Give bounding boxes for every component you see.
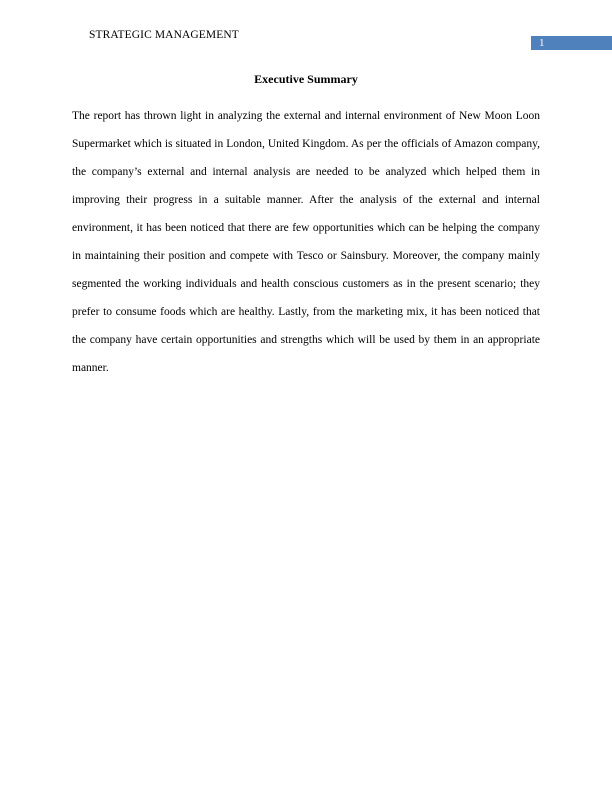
executive-summary-paragraph: The report has thrown light in analyzing the external and internal environment of New Moon Loon Supermarket which is situated in London, United Kingdom. As per the officials of Amazon company, the company’s external and internal analysis are needed to be analyzed which helped them in improving their progress in a suitable manner. After the analysis of the external and internal environment, it has been noticed that there are few opportunities which can be helping the company in maintaining their position and compete with Tesco or Sainsbury. Moreover, the company mainly segmented the working individuals and health conscious customers as in the present scenario; they prefer to consume foods which are healthy. Lastly, from the marketing mix, it has been noticed that the company have certain opportunities and strengths which will be used by them in an appropriate manner.	[72, 110, 540, 374]
page-number-box	[531, 36, 612, 50]
running-header: STRATEGIC MANAGEMENT	[89, 29, 239, 41]
section-heading: Executive Summary	[254, 72, 358, 86]
page-number: 1	[539, 37, 545, 49]
